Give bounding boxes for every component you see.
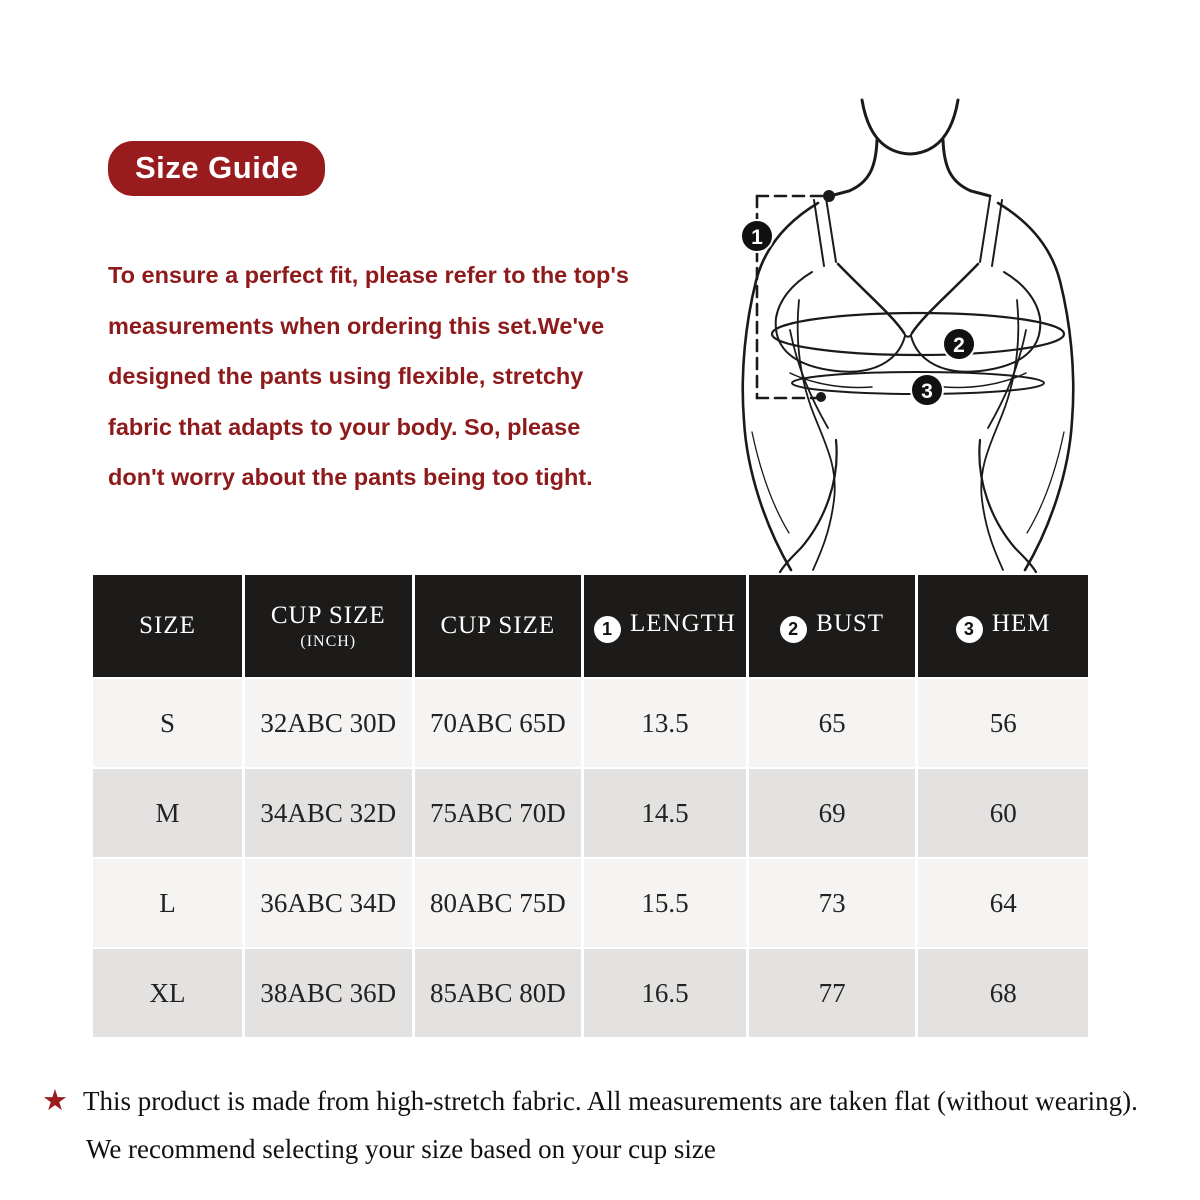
- intro-line: fabric that adapts to your body. So, please: [108, 413, 581, 440]
- cell-size: S: [93, 679, 242, 767]
- cell-cup-inch: 34ABC 32D: [245, 769, 412, 857]
- intro-paragraph: [108, 250, 718, 503]
- cell-cup: 75ABC 70D: [415, 769, 582, 857]
- figure-marker-1: [741, 220, 773, 252]
- marker-2-icon: 2: [780, 616, 807, 643]
- size-table: [90, 573, 1091, 1039]
- cell-cup: 80ABC 75D: [415, 859, 582, 947]
- intro-line: don't worry about the pants being too tight.: [108, 464, 593, 490]
- col-header-label: CUP SIZE: [270, 601, 386, 629]
- body-measurement-diagram: [690, 55, 1140, 575]
- col-header-length: [584, 575, 746, 677]
- cell-size: XL: [93, 949, 242, 1037]
- intro-line: measurements when ordering this set.We've: [108, 312, 605, 339]
- star-icon: ★: [42, 1085, 68, 1117]
- bust-measure-ellipse: [772, 313, 1064, 355]
- cell-length: 15.5: [584, 859, 746, 947]
- cell-size: L: [93, 859, 242, 947]
- col-header-bust: [749, 575, 916, 677]
- footnote-line: We recommend selecting your size based on your cup size: [86, 1134, 716, 1164]
- footnote-line: This product is made from high-stretch fabric. All measurements are taken flat (without wearing).: [83, 1086, 1138, 1116]
- table-row-l: [93, 859, 1088, 947]
- col-header-size: SIZE: [93, 575, 242, 677]
- cell-size: M: [93, 769, 242, 857]
- cell-cup: 85ABC 80D: [415, 949, 582, 1037]
- col-header-label: LENGTH: [629, 609, 736, 637]
- cell-hem: 60: [918, 769, 1088, 857]
- table-row-xl: [93, 949, 1088, 1037]
- cell-length: 14.5: [584, 769, 746, 857]
- cell-length: 13.5: [584, 679, 746, 767]
- svg-text:3: 3: [921, 380, 933, 403]
- size-guide-badge: Size Guide: [108, 141, 325, 196]
- col-header-label: HEM: [991, 609, 1051, 637]
- cell-hem: 56: [918, 679, 1088, 767]
- marker-1-icon: 1: [594, 616, 621, 643]
- col-header-hem: [918, 575, 1088, 677]
- cell-bust: 77: [749, 949, 916, 1037]
- cell-bust: 73: [749, 859, 916, 947]
- intro-line: designed the pants using flexible, stretchy: [108, 363, 584, 389]
- svg-text:1: 1: [751, 226, 763, 249]
- col-header-cup-size-inch: [245, 575, 412, 677]
- col-header-sublabel: (INCH): [300, 632, 357, 650]
- figure-marker-3: [911, 374, 943, 406]
- shoulder-dot: [823, 190, 835, 202]
- cell-cup: 70ABC 65D: [415, 679, 582, 767]
- footnote: [42, 1083, 1177, 1167]
- cell-hem: 64: [918, 859, 1088, 947]
- cell-bust: 69: [749, 769, 916, 857]
- hem-dot: [816, 392, 826, 402]
- marker-3-icon: 3: [956, 616, 983, 643]
- cell-length: 16.5: [584, 949, 746, 1037]
- cell-hem: 68: [918, 949, 1088, 1037]
- cell-bust: 65: [749, 679, 916, 767]
- svg-text:2: 2: [953, 334, 965, 357]
- table-row-s: [93, 679, 1088, 767]
- figure-marker-2: [943, 328, 975, 360]
- cell-cup-inch: 36ABC 34D: [245, 859, 412, 947]
- col-header-label: BUST: [816, 609, 885, 637]
- cell-cup-inch: 32ABC 30D: [245, 679, 412, 767]
- col-header-cup-size: CUP SIZE: [415, 575, 582, 677]
- intro-line: To ensure a perfect fit, please refer to the top's: [108, 262, 629, 288]
- table-row-m: [93, 769, 1088, 857]
- cell-cup-inch: 38ABC 36D: [245, 949, 412, 1037]
